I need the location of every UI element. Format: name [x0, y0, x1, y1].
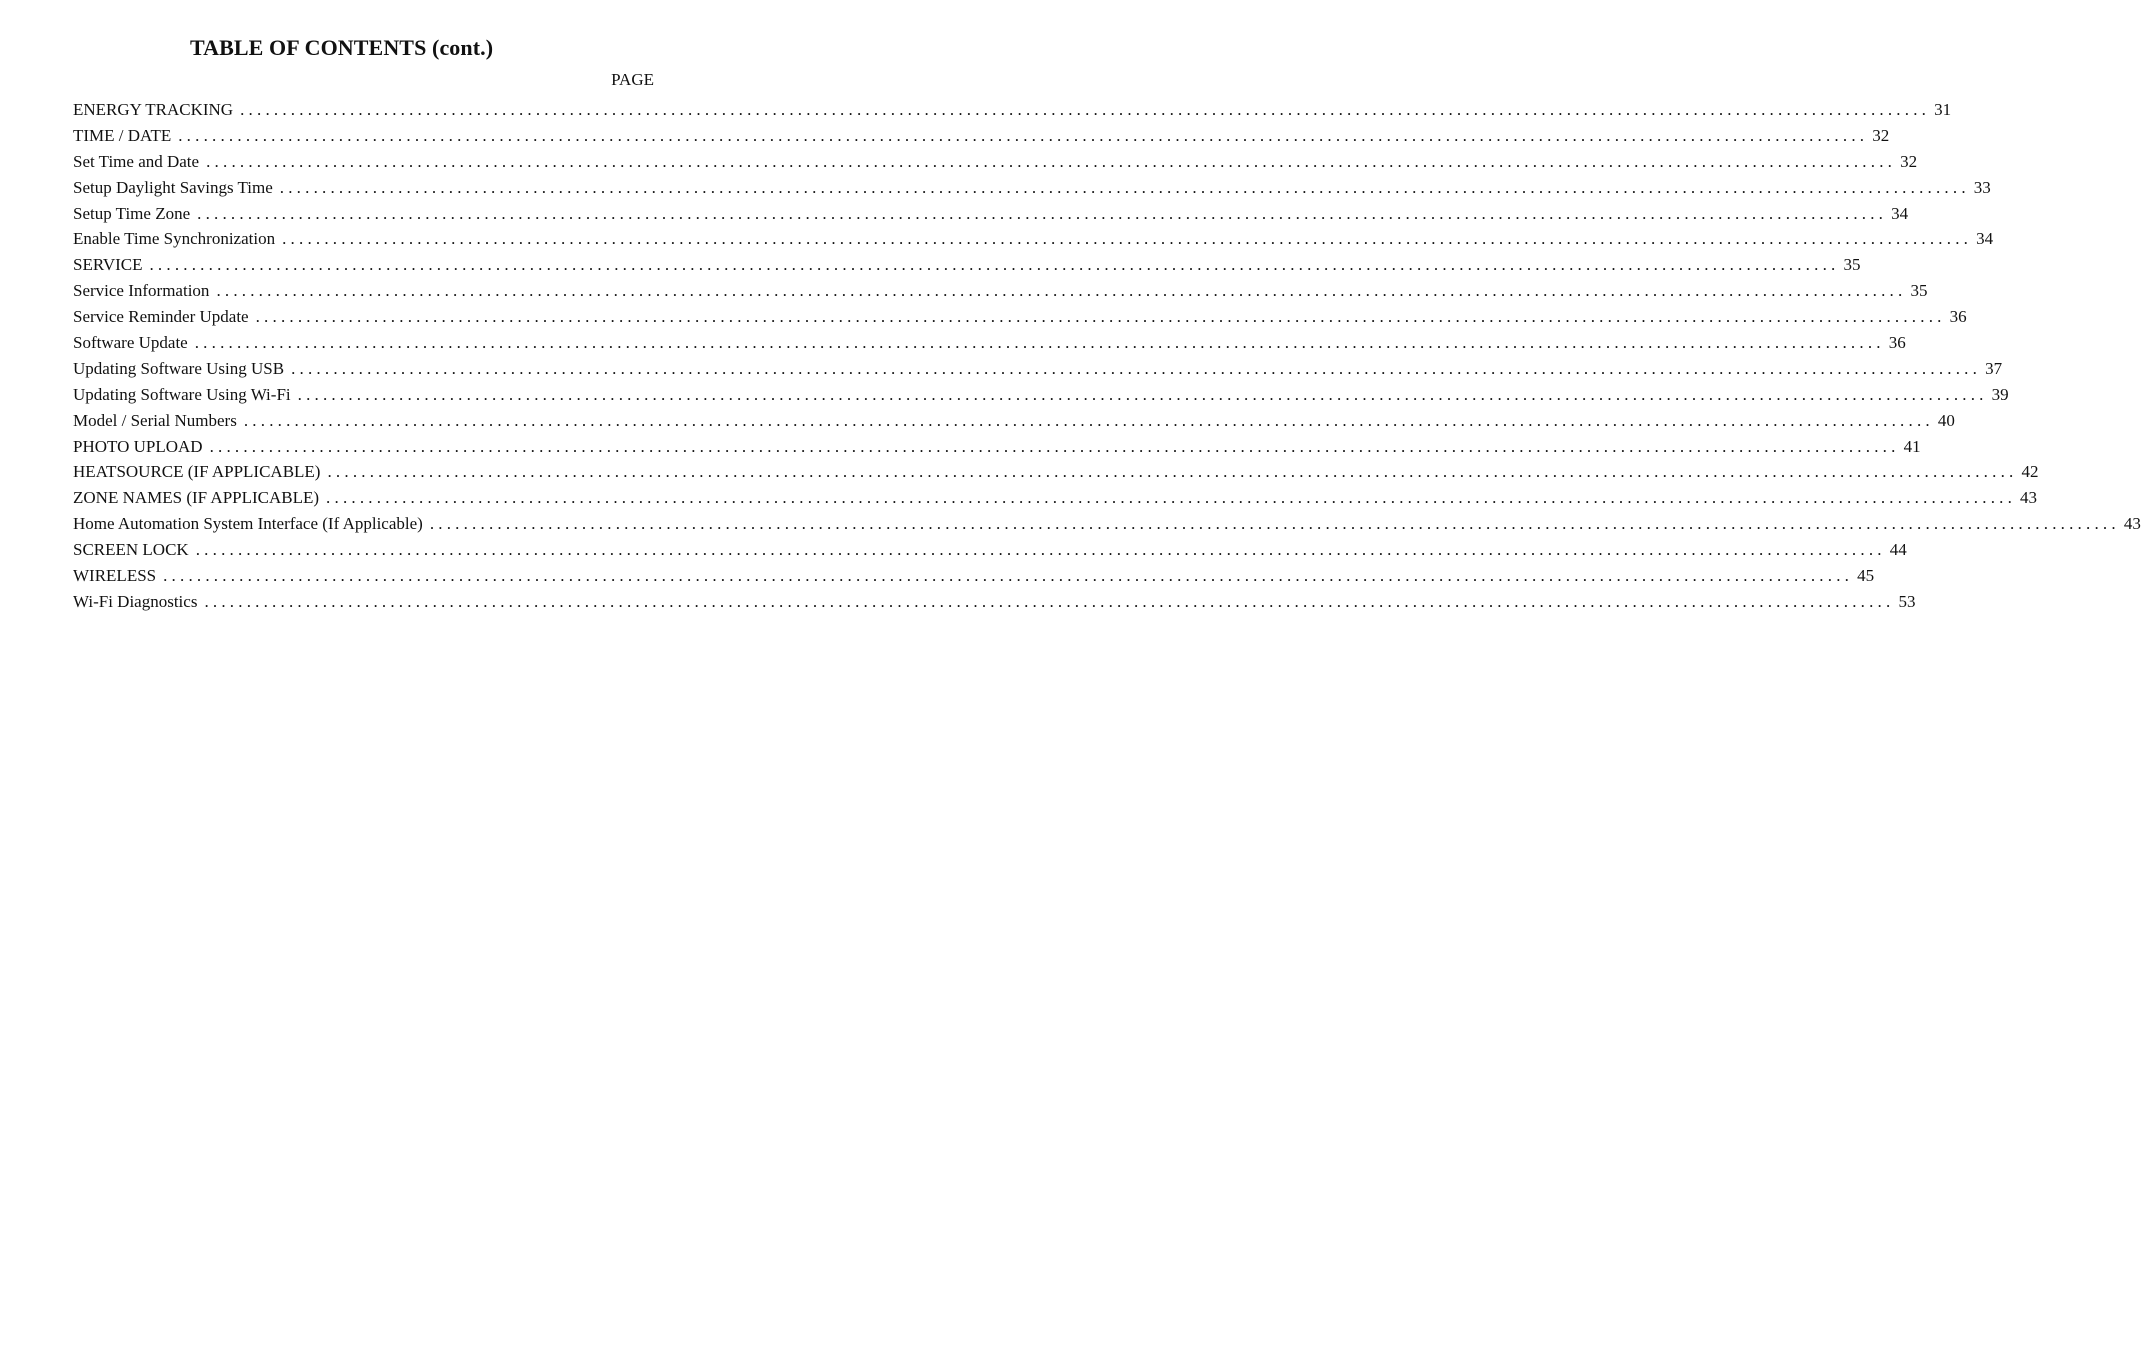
toc-entry — [73, 226, 1994, 252]
toc-entry-page: 39 — [1991, 384, 2009, 404]
toc-entry — [73, 123, 1890, 149]
toc-entry-title: TIME / DATE — [73, 123, 178, 149]
toc-entry-page: 33 — [1973, 177, 1991, 197]
toc-entry-title: Home Automation System Interface (If Applicable) — [73, 511, 430, 537]
toc-entry-title: Updating Software Using USB — [73, 356, 291, 382]
toc-dot-leader: ........................................................................................................................................................................................................ — [194, 333, 1885, 353]
toc-entry-title: Setup Time Zone — [73, 201, 197, 227]
page-title: TABLE OF CONTENTS (cont.) — [190, 35, 494, 60]
toc-dot-leader: ........................................................................................................................................................................................................ — [178, 125, 1869, 145]
toc-entry-title: Software Update — [73, 330, 195, 356]
toc-entry-page: 31 — [1934, 100, 1952, 119]
toc-entry-title: ZONE NAMES (IF APPLICABLE) — [73, 485, 326, 511]
toc-entry-page: 36 — [1888, 333, 1906, 353]
toc-entry-page: 42 — [2021, 462, 2039, 482]
toc-dot-leader: ........................................................................................................................................................................................................ — [429, 514, 2120, 534]
toc-entry-title: SCREEN LOCK — [73, 537, 196, 563]
toc-entry-title: Service Information — [73, 278, 216, 304]
toc-entry-page: 40 — [1937, 410, 1955, 430]
toc-dot-leader: ........................................................................................................................................................................................................ — [204, 591, 1895, 611]
toc-dot-leader: ........................................................................................................................................................................................................ — [209, 436, 1900, 456]
toc-entry — [73, 511, 2141, 537]
toc-entry — [73, 485, 2038, 511]
toc-entry-title: Wi-Fi Diagnostics — [73, 589, 204, 615]
toc-entry — [73, 330, 1906, 356]
toc-entry-page: 37 — [1985, 358, 2003, 378]
toc-entry-title: Service Reminder Update — [73, 304, 256, 330]
toc-entry — [73, 459, 2039, 485]
toc-entry — [73, 563, 1875, 589]
toc-dot-leader: ........................................................................................................................................................................................................ — [326, 488, 2017, 508]
toc-entry — [73, 434, 1921, 460]
toc-entry-title: SERVICE — [73, 252, 149, 278]
toc-dot-leader: ........................................................................................................................................................................................................ — [149, 255, 1840, 275]
toc-entry-page: 36 — [1949, 307, 1967, 327]
toc-entry — [73, 537, 1907, 563]
toc-entry — [73, 356, 2003, 382]
toc-entry-title: Updating Software Using Wi-Fi — [73, 382, 298, 408]
toc-entry-page: 32 — [1900, 151, 1918, 171]
toc-entry-title: ENERGY TRACKING — [73, 97, 240, 123]
toc-dot-leader: ........................................................................................................................................................................................................ — [197, 203, 1888, 223]
toc-entry-page: 53 — [1898, 591, 1916, 611]
page-column-header: PAGE — [611, 70, 654, 89]
toc-dot-leader: ........................................................................................................................................................................................................ — [216, 281, 1907, 301]
toc-entry-page: 32 — [1872, 125, 1890, 145]
toc-entry-page: 34 — [1891, 203, 1909, 223]
toc-entry-title: WIRELESS — [73, 563, 163, 589]
toc-dot-leader: ........................................................................................................................................................................................................ — [255, 307, 1946, 327]
toc-dot-leader: ........................................................................................................................................................................................................ — [240, 100, 1931, 119]
toc-entry-page: 44 — [1889, 540, 1907, 560]
toc-entry-title: HEATSOURCE (IF APPLICABLE) — [73, 459, 327, 485]
toc-entry — [73, 175, 1991, 201]
toc-entry — [73, 252, 1861, 278]
toc-entry-title: Enable Time Synchronization — [73, 226, 282, 252]
toc-entry — [73, 201, 1909, 227]
toc-entry-title: Setup Daylight Savings Time — [73, 175, 280, 201]
toc-entry-title: Set Time and Date — [73, 149, 206, 175]
toc-entry — [73, 382, 2009, 408]
toc-entry-page: 43 — [2123, 514, 2141, 534]
toc-dot-leader: ........................................................................................................................................................................................................ — [327, 462, 2018, 482]
toc-dot-leader: ........................................................................................................................................................................................................ — [206, 151, 1897, 171]
toc-entry-page: 41 — [1903, 436, 1921, 456]
toc-dot-leader: ........................................................................................................................................................................................................ — [291, 358, 1982, 378]
toc-dot-leader: ........................................................................................................................................................................................................ — [279, 177, 1970, 197]
toc-dot-leader: ........................................................................................................................................................................................................ — [163, 566, 1854, 586]
toc-entry-page: 43 — [2020, 488, 2038, 508]
toc-entry-page: 35 — [1910, 281, 1928, 301]
toc-dot-leader: ........................................................................................................................................................................................................ — [297, 384, 1988, 404]
toc-entry — [73, 304, 1967, 330]
toc-entry-page: 45 — [1857, 566, 1875, 586]
toc-dot-leader: ........................................................................................................................................................................................................ — [282, 229, 1973, 249]
toc-entry — [73, 97, 1952, 123]
toc-list — [73, 97, 2141, 615]
toc-entry — [73, 408, 1955, 434]
toc-entry-title: PHOTO UPLOAD — [73, 434, 210, 460]
toc-entry — [73, 149, 1918, 175]
toc-entry — [73, 278, 1928, 304]
toc-dot-leader: ........................................................................................................................................................................................................ — [195, 540, 1886, 560]
toc-entry — [73, 589, 1916, 615]
toc-entry-page: 35 — [1843, 255, 1861, 275]
toc-entry-page: 34 — [1976, 229, 1994, 249]
toc-entry-title: Model / Serial Numbers — [73, 408, 244, 434]
toc-dot-leader: ........................................................................................................................................................................................................ — [243, 410, 1934, 430]
